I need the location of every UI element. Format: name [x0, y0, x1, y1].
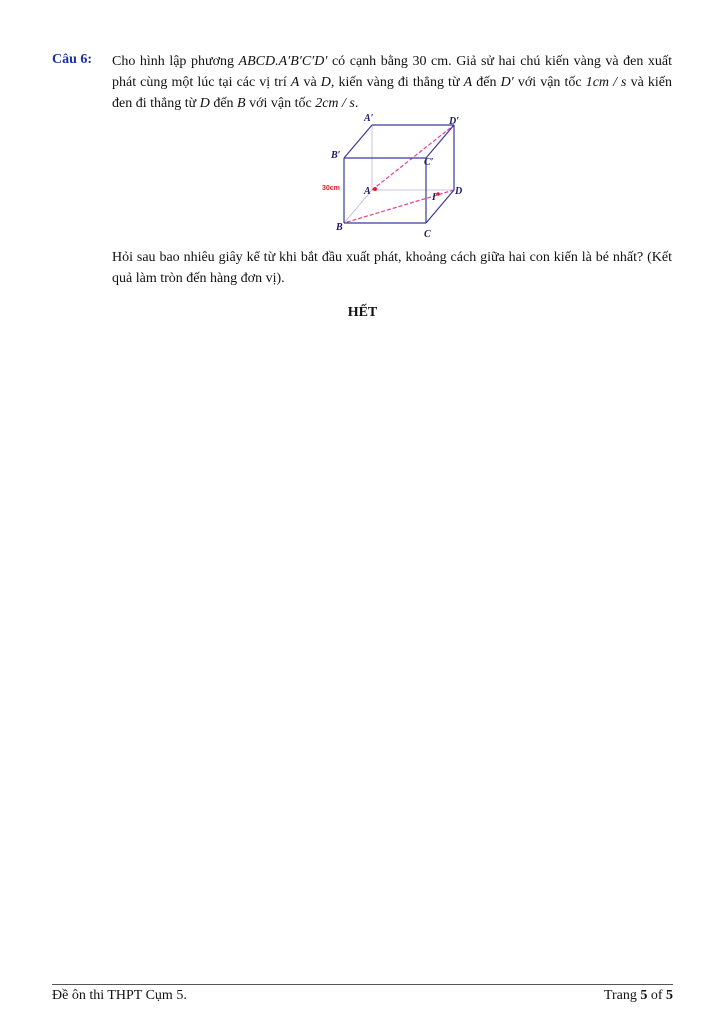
- cube-figure: [318, 110, 466, 240]
- label-dprime: D′: [449, 116, 460, 127]
- edge-aprime-bprime: [344, 125, 372, 158]
- footer-divider: [52, 984, 673, 985]
- point-i-marker: [436, 192, 440, 196]
- label-d: D: [455, 186, 463, 197]
- footer-title: Đề ôn thi THPT Cụm 5.: [52, 988, 187, 1003]
- point-a-marker: [373, 187, 377, 191]
- label-c: C: [424, 229, 431, 240]
- edge-dprime-cprime: [426, 125, 454, 158]
- label-bprime: B′: [331, 150, 341, 161]
- label-b: B: [336, 222, 343, 233]
- question-statement: Cho hình lập phương ABCD.A′B′C′D′ có cạnh bằng 30 cm. Giả sử hai chú kiến vàng và đen xuất phát cùng một lúc tại các vị trí A và D, kiến vàng đi thẳng từ A đến D′ với vận tốc 1cm / s và kiến đen đi thẳng từ D đến B với vận tốc 2cm / s.: [112, 54, 673, 111]
- question-prompt: Hỏi sau bao nhiêu giây kể từ khi bắt đầu xuất phát, khoảng cách giữa hai con kiến là bé nhất? (Kết quả làm tròn đến hàng đơn vị).: [112, 250, 672, 286]
- label-edge-length: 30cm: [322, 185, 340, 192]
- page-number: Trang 5 of 5: [603, 988, 673, 1003]
- question-label: Câu 6:: [52, 52, 93, 67]
- cube-diagram: [318, 110, 466, 240]
- label-i: I: [432, 192, 436, 203]
- label-cprime: C′: [424, 157, 434, 168]
- end-marker: HẾT: [347, 305, 378, 320]
- label-aprime: A′: [364, 113, 374, 124]
- label-a: A: [364, 186, 371, 197]
- edge-c-d: [426, 190, 454, 223]
